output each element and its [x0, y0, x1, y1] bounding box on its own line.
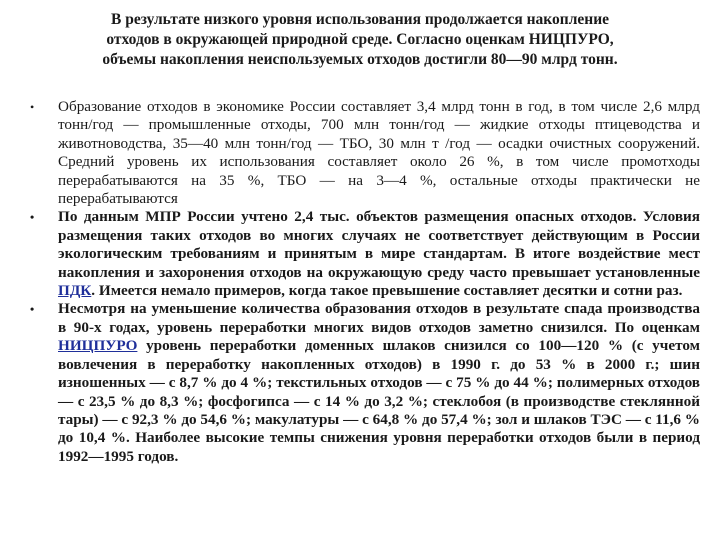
pdk-link[interactable]: ПДК — [58, 282, 92, 300]
bullet-item-recycling-decline — [20, 300, 700, 466]
title-line-3: объемы накопления неиспользуемых отходов достигли 80—90 млрд тонн. — [102, 51, 618, 68]
bullet-marker: • — [30, 302, 35, 317]
bullet-item-waste-generation — [20, 98, 700, 208]
bullet-text: Образование отходов в экономике России составляет 3,4 млрд тонн в год, в том числе 2,6 млрд тонн/год — промышленные отходы, 700 млн тонн/год — жидкие отходы птицеводства и животноводства, 35—40 млн тонн/год — ТБО, 30 млн т /год — осадки очистных сооружений. Средний уровень их использования составляет около 26 %, в том числе промотходы перерабатываются на 35 %, ТБО — на 3—4 %, остальные отходы практически не перерабатываются — [58, 98, 700, 208]
title-line-1: В результате низкого уровня использования продолжается накопление — [110, 11, 610, 28]
bullet-text-part1: Несмотря на уменьшение количества образования отходов в результате спада производства в 90-х годах, уровень переработки многих видов отходов заметно снизился. По оценкам — [58, 300, 700, 336]
bullet-list — [20, 98, 700, 466]
title-line-2: отходов в окружающей природной среде. Согласно оценкам НИЦПУРО, — [106, 31, 614, 48]
bullet-item-hazardous-sites — [20, 208, 700, 300]
bullet-text-part1: По данным МПР России учтено 2,4 тыс. объектов размещения опасных отходов. Условия размещения таких отходов во многих случаях не соответствует действующим в России экологическим требованиям и принятым в мире стандартам. В итоге воздействие мест накопления и захоронения отходов на окружающую среду часто превышает установленные — [58, 208, 700, 281]
bullet-text-part2: . Имеется немало примеров, когда такое превышение составляет десятки и сотни раз. — [91, 282, 683, 300]
bullet-marker: • — [30, 100, 35, 114]
bullet-marker: • — [30, 210, 35, 225]
slide-title — [40, 10, 680, 70]
nitspuro-link[interactable]: НИЦПУРО — [58, 337, 138, 355]
bullet-text-part2: уровень переработки доменных шлаков снизился со 100—120 % (с учетом вовлечения в переработку накопленных отходов) в 1990 г. до 53 % в 2000 г.; шин изношенных — с 8,7 % до 4 %; текстильных отходов — с 75 % до 44 %; полимерных отходов — с 23,5 % до 8,3 %; фосфогипса — с 14 % до 3,2 %; стеклобоя (в производстве стеклянной тары) — с 92,3 % до 54,6 %; макулатуры — с 64,8 % до 57,4 %; зол и шлаков ТЭС — с 11,6 % до 10,4 %. Наиболее высокие темпы снижения уровня переработки отходов были в период 1992—1995 годов. — [58, 337, 700, 465]
